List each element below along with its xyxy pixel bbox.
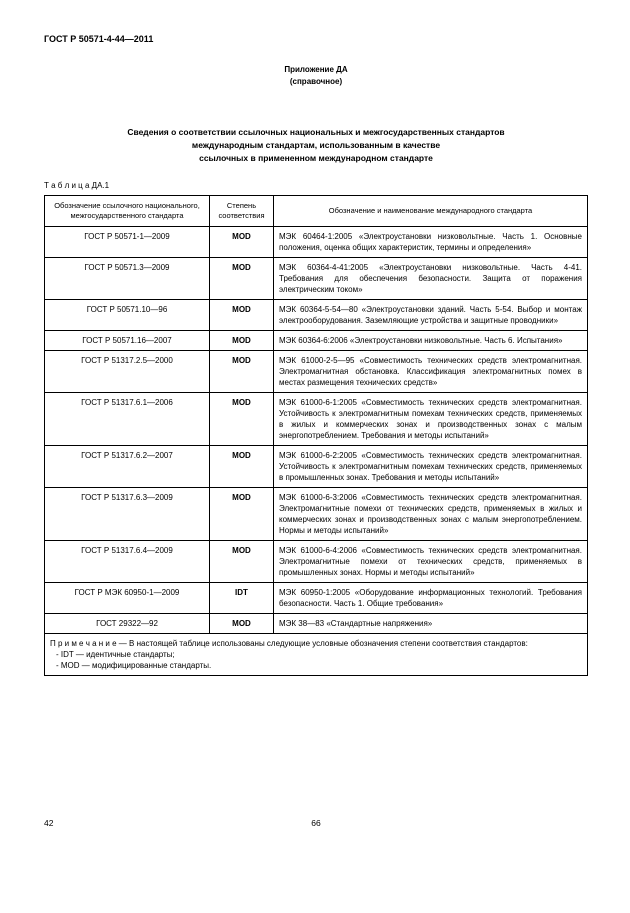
table-row: [45, 300, 588, 331]
international-standard-cell: МЭК 60364-5-54—80 «Электроустановки зданий. Часть 5-54. Выбор и монтаж электрооборудования. Заземляющие устройства и защитные проводники»: [274, 300, 588, 331]
note-item-idt: - IDT — идентичные стандарты;: [56, 650, 175, 659]
degree-cell: MOD: [210, 488, 274, 541]
degree-cell: MOD: [210, 541, 274, 583]
table-row: [45, 446, 588, 488]
national-standard-cell: ГОСТ Р 51317.6.1—2006: [45, 393, 210, 446]
table-row: [45, 227, 588, 258]
table-note-row: [45, 634, 588, 676]
table-row: [45, 583, 588, 614]
table-row: [45, 351, 588, 393]
national-standard-cell: ГОСТ Р 50571-1—2009: [45, 227, 210, 258]
page-title: [44, 126, 588, 165]
appendix-heading: [44, 64, 588, 88]
international-standard-cell: МЭК 60950-1:2005 «Оборудование информационных технологий. Требования безопасности. Часть 1. Общие требования»: [274, 583, 588, 614]
degree-cell: MOD: [210, 614, 274, 634]
degree-cell: MOD: [210, 351, 274, 393]
page-number-center: 66: [311, 818, 321, 828]
column-header-national: Обозначение ссылочного национального, межгосударственного стандарта: [45, 196, 210, 227]
degree-cell: MOD: [210, 331, 274, 351]
national-standard-cell: ГОСТ Р 51317.6.4—2009: [45, 541, 210, 583]
international-standard-cell: МЭК 61000-6-1:2005 «Совместимость технических средств электромагнитная. Устойчивость к электромагнитным помехам технических средств, применяемых в жилых и коммерческих зонах и производственных зонах с малым энергопотреблением. Требования и методы испытаний»: [274, 393, 588, 446]
international-standard-cell: МЭК 38—83 «Стандартные напряжения»: [274, 614, 588, 634]
page-title-line-2: международным стандартам, использованным в качестве: [191, 140, 441, 150]
table-row: [45, 488, 588, 541]
page-title-line-1: Сведения о соответствии ссылочных национальных и межгосударственных стандартов: [127, 127, 505, 137]
degree-cell: MOD: [210, 300, 274, 331]
national-standard-cell: ГОСТ Р МЭК 60950-1—2009: [45, 583, 210, 614]
table-note-cell: [45, 634, 588, 676]
national-standard-cell: ГОСТ Р 51317.6.3—2009: [45, 488, 210, 541]
degree-cell: MOD: [210, 393, 274, 446]
degree-cell: IDT: [210, 583, 274, 614]
international-standard-cell: МЭК 61000-6-4:2006 «Совместимость технических средств электромагнитная. Электромагнитные помехи от технических средств, применяемых в промышленных зонах. Нормы и методы испытаний»: [274, 541, 588, 583]
note-heading: П р и м е ч а н и е — В настоящей таблице использованы следующие условные обозначения степени соответствия стандартов:: [50, 639, 528, 648]
table-caption: Т а б л и ц а ДА.1: [44, 181, 110, 190]
standards-correspondence-table: [44, 195, 588, 676]
table-row: [45, 614, 588, 634]
column-header-international: Обозначение и наименование международного стандарта: [274, 196, 588, 227]
column-header-degree: Степень соответствия: [210, 196, 274, 227]
appendix-subtitle: (справочное): [289, 77, 343, 86]
page-footer: [44, 818, 588, 828]
national-standard-cell: ГОСТ Р 51317.2.5—2000: [45, 351, 210, 393]
international-standard-cell: МЭК 61000-6-2:2005 «Совместимость технических средств электромагнитная. Устойчивость к электромагнитным помехам технических средств, применяемых в промышленных зонах. Требования и методы испытаний»: [274, 446, 588, 488]
international-standard-cell: МЭК 61000-2-5—95 «Совместимость технических средств электромагнитная. Электромагнитная обстановка. Классификация электромагнитных помех в местах размещения технических средств»: [274, 351, 588, 393]
international-standard-cell: МЭК 60464-1:2005 «Электроустановки низковольтные. Часть 1. Основные положения, оценка общих характеристик, термины и определения»: [274, 227, 588, 258]
table-row: [45, 541, 588, 583]
page-number-left: 42: [44, 818, 54, 828]
national-standard-cell: ГОСТ Р 50571.3—2009: [45, 258, 210, 300]
national-standard-cell: ГОСТ Р 51317.6.2—2007: [45, 446, 210, 488]
table-row: [45, 258, 588, 300]
table-row: [45, 393, 588, 446]
page-title-line-3: ссылочных в примененном международном стандарте: [199, 153, 433, 163]
national-standard-cell: ГОСТ Р 50571.10—96: [45, 300, 210, 331]
international-standard-cell: МЭК 61000-6-3:2006 «Совместимость технических средств электромагнитная. Электромагнитные помехи от технических средств, применяемых в жилых и коммерческих зонах и производственных зонах с малым энергопотреблением. Нормы и методы испытаний»: [274, 488, 588, 541]
note-item-mod: - MOD — модифицированные стандарты.: [56, 661, 212, 670]
table-header-row: [45, 196, 588, 227]
degree-cell: MOD: [210, 258, 274, 300]
international-standard-cell: МЭК 60364-6:2006 «Электроустановки низковольтные. Часть 6. Испытания»: [274, 331, 588, 351]
national-standard-cell: ГОСТ 29322—92: [45, 614, 210, 634]
appendix-title: Приложение ДА: [284, 65, 348, 74]
international-standard-cell: МЭК 60364-4-41:2005 «Электроустановки низковольтные. Часть 4-41. Требования для обеспечения безопасности. Защита от поражения электрическим током»: [274, 258, 588, 300]
national-standard-cell: ГОСТ Р 50571.16—2007: [45, 331, 210, 351]
table-row: [45, 331, 588, 351]
document-header: ГОСТ Р 50571-4-44—2011: [44, 34, 154, 44]
degree-cell: MOD: [210, 227, 274, 258]
degree-cell: MOD: [210, 446, 274, 488]
